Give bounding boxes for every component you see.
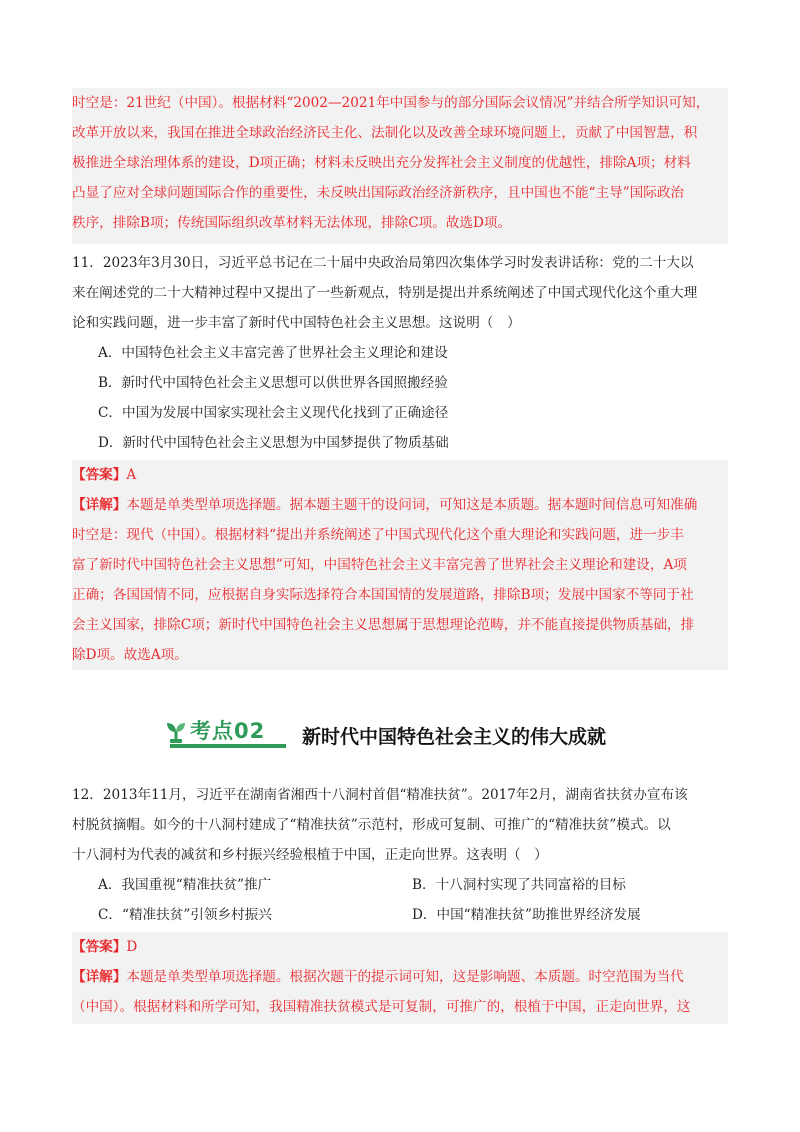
option-c: C．中国为发展中国家实现社会主义现代化找到了正确途径 [98, 405, 449, 421]
answer-value: D [126, 939, 138, 955]
detail-line [72, 490, 728, 520]
detail-line: 正确；各国国情不同，应根据自身实际选择符合本国国情的发展道路，排除B项；发展中国家不等同于社 [72, 587, 694, 603]
question-11 [72, 248, 728, 458]
section-title: 新时代中国特色社会主义的伟大成就 [302, 726, 607, 748]
answer-line [72, 460, 728, 490]
detail-line: 富了新时代中国特色社会主义思想”可知，中国特色社会主义丰富完善了世界社会主义理论和建设，A项 [72, 557, 687, 573]
section-heading [160, 716, 680, 760]
detail-line [72, 962, 728, 992]
answer-tag: 【答案】 [72, 939, 127, 955]
answer-block-q12 [72, 932, 728, 1024]
options-row [72, 900, 728, 930]
question-stem-line: 12．2013年11月，习近平在湖南省湘西十八洞村首倡“精准扶贫”。2017年2月，湖南省扶贫办宣布该 [72, 787, 688, 803]
explanation-line: 凸显了应对全球问题国际合作的重要性，未反映出国际政治经济新秩序，且中国也不能“主导”国际政治 [72, 185, 685, 201]
detail-line: 会主义国家，排除C项；新时代中国特色社会主义思想属于思想理论范畴，并不能直接提供物质基础，排 [72, 617, 695, 633]
question-stem-line: 十八洞村为代表的减贫和乡村振兴经验根植于中国，正走向世界。这表明（ ） [72, 847, 548, 863]
explanation-line: 时空是：21世纪（中国）。根据材料“2002—2021年中国参与的部分国际会议情况”并结合所学知识可知， [72, 95, 710, 111]
explanation-block-q10 [72, 88, 728, 244]
answer-tag: 【答案】 [72, 467, 127, 483]
option-b: B．十八洞村实现了共同富裕的目标 [412, 877, 626, 893]
option-c: C．“精准扶贫”引领乡村振兴 [98, 907, 272, 923]
detail-text: 本题是单类型单项选择题。根据次题干的提示词可知，这是影响题、本质题。时空范围为当代 [126, 969, 684, 985]
detail-line: 除D项。故选A项。 [72, 647, 188, 663]
option-d: D．中国“精准扶贫”助推世界经济发展 [412, 907, 641, 923]
sprout-icon [164, 720, 188, 744]
question-12 [72, 780, 728, 930]
question-stem-line: 村脱贫摘帽。如今的十八洞村建成了“精准扶贫”示范村，形成可复制、可推广的“精准扶贫”模式。以 [72, 817, 671, 833]
option-a: A．中国特色社会主义丰富完善了世界社会主义理论和建设 [98, 345, 448, 361]
explanation-line: 改革开放以来，我国在推进全球政治经济民主化、法制化以及改善全球环境问题上，贡献了中国智慧，积 [72, 125, 698, 141]
detail-text: 本题是单类型单项选择题。据本题主题干的设问词，可知这是本质题。据本题时间信息可知准确 [126, 497, 698, 513]
question-stem-line: 论和实践问题，进一步丰富了新时代中国特色社会主义思想。这说明（ ） [72, 315, 521, 331]
answer-value: A [126, 467, 137, 483]
section-badge [160, 716, 286, 752]
detail-tag: 【详解】 [72, 969, 127, 985]
question-stem-line: 来在阐述党的二十大精神过程中又提出了一些新观点，特别是提出并系统阐述了中国式现代化这个重大理 [72, 285, 698, 301]
options-row [72, 870, 728, 900]
question-stem-line: 11．2023年3月30日，习近平总书记在二十届中央政治局第四次集体学习时发表讲话称：党的二十大以 [72, 255, 694, 271]
detail-tag: 【详解】 [72, 497, 127, 513]
section-badge-text: 考点02 [190, 719, 266, 743]
option-b: B．新时代中国特色社会主义思想可以供世界各国照搬经验 [98, 375, 448, 391]
detail-line: 时空是：现代（中国）。根据材料“提出并系统阐述了中国式现代化这个重大理论和实践问题，进一步丰 [72, 527, 684, 543]
explanation-line: 极推进全球治理体系的建设，D项正确；材料未反映出充分发挥社会主义制度的优越性，排除A项；材料 [72, 155, 691, 171]
answer-block-q11 [72, 460, 728, 670]
section-badge-underline [170, 744, 286, 748]
option-a: A．我国重视“精准扶贫”推广 [98, 877, 272, 893]
option-d: D．新时代中国特色社会主义思想为中国梦提供了物质基础 [98, 435, 449, 451]
explanation-line: 秩序，排除B项；传统国际组织改革材料无法体现，排除C项。故选D项。 [72, 215, 512, 231]
detail-line: （中国）。根据材料和所学可知，我国精准扶贫模式是可复制，可推广的，根植于中国，正走向世界，这 [72, 999, 691, 1015]
answer-line [72, 932, 728, 962]
